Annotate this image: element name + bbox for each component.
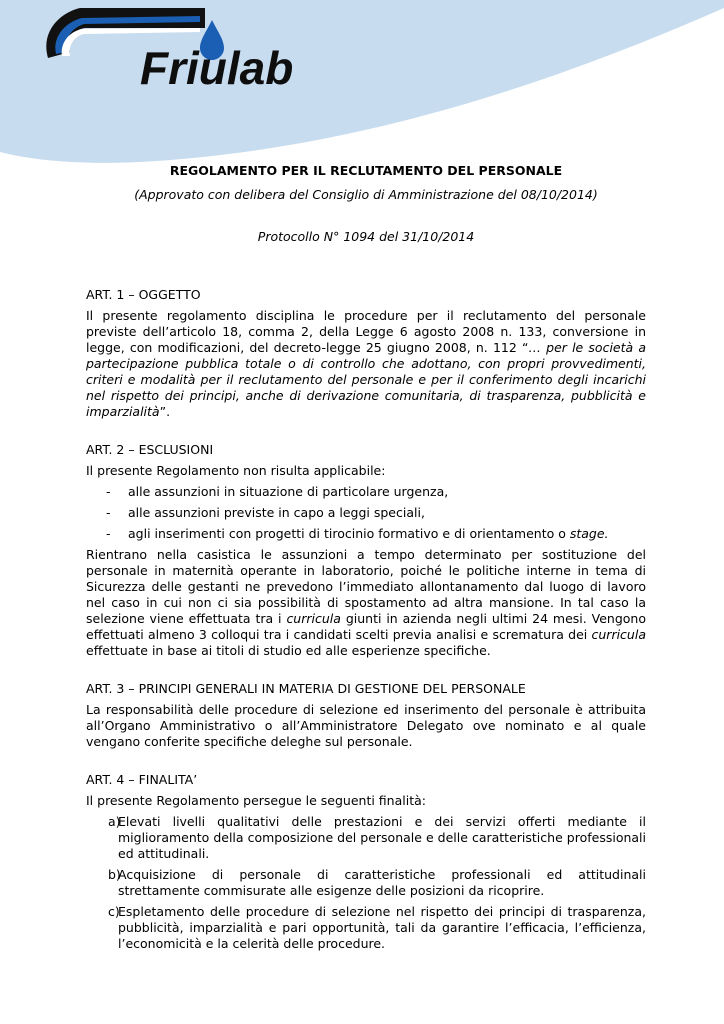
document-subtitle: (Approvato con delibera del Consiglio di Amministrazione del 08/10/2014) bbox=[134, 187, 598, 202]
list-item: - alle assunzioni previste in capo a leggi speciali, bbox=[106, 505, 425, 520]
art2-italic-b: curricula bbox=[591, 627, 646, 642]
art3-heading: ART. 3 – PRINCIPI GENERALI IN MATERIA DI GESTIONE DEL PERSONALE bbox=[86, 681, 526, 696]
list-item-italic: stage. bbox=[569, 526, 609, 541]
art2-text-a: Rientrano nella casistica le assunzioni a tempo determinato per sostituzione del personale in maternità operante in laboratorio, poiché le politiche interne in tema di Sicurezza delle gestanti ne prevedono l’immediato allontanamento dal luogo di lavoro nel caso in cui non ci sia possibilità di spostamento ad altra mansione. In tal caso la selezione viene effettuata tra i bbox=[86, 547, 646, 626]
document-title: REGOLAMENTO PER IL RECLUTAMENTO DEL PERSONALE bbox=[169, 163, 563, 178]
list-item bbox=[86, 904, 646, 952]
list-item-text: alle assunzioni previste in capo a leggi speciali, bbox=[128, 505, 425, 520]
art2-exclusion-list bbox=[86, 484, 646, 542]
art1-body bbox=[86, 308, 646, 420]
art3-body: La responsabilità delle procedure di selezione ed inserimento del personale è attribuita all’Organo Amministrativo o all’Amministratore Delegato ove nominato e al quale vengano conferite specifiche deleghe sul personale. bbox=[86, 702, 646, 749]
list-marker: b) bbox=[108, 867, 121, 882]
art2-intro: Il presente Regolamento non risulta applicabile: bbox=[86, 463, 386, 478]
logo-text: Friulab bbox=[140, 42, 294, 94]
art1-body-quote: … per le società a partecipazione pubblica totale o di controllo che adottano, con propri provvedimenti, criteri e modalità per il reclutamento del personale e per il conferimento degli incarichi nel rispetto dei principi, anche di derivazione comunitaria, di trasparenza, pubblicità e imparzialità bbox=[86, 340, 646, 419]
art4-intro: Il presente Regolamento persegue le seguenti finalità: bbox=[86, 793, 426, 808]
art2-paragraph bbox=[86, 547, 646, 659]
list-item-text: agli inserimenti con progetti di tirocinio formativo e di orientamento o bbox=[128, 526, 570, 541]
art1-body-end: ”. bbox=[159, 404, 171, 419]
art2-heading: ART. 2 – ESCLUSIONI bbox=[86, 442, 214, 457]
art2-text-c: effettuate in base ai titoli di studio ed alle esperienze specifiche. bbox=[86, 643, 491, 658]
art4-goals-list bbox=[86, 814, 646, 952]
list-item-text: alle assunzioni in situazione di particolare urgenza, bbox=[128, 484, 449, 499]
art1-body-text: Il presente regolamento disciplina le procedure per il reclutamento del personale previste dell’articolo 18, comma 2, della Legge 6 agosto 2008 n. 133, conversione in legge, con modificazioni, del decreto-legge 25 giugno 2008, n. 112 “ bbox=[86, 308, 646, 355]
list-item bbox=[86, 814, 646, 862]
art2-text-b: giunti in azienda negli ultimi 24 mesi. Vengono effettuati almeno 3 colloqui tra i candidati scelti previa analisi e scrematura dei bbox=[86, 611, 646, 642]
list-item-text: Espletamento delle procedure di selezione nel rispetto dei principi di trasparenza, pubblicità, imparzialità e pari opportunità, tali da garantire l’efficacia, l’efficienza, l’economicità e la celerità delle procedure. bbox=[118, 904, 646, 951]
document-body bbox=[86, 163, 646, 957]
list-marker: c) bbox=[108, 904, 120, 919]
list-item: - agli inserimenti con progetti di tirocinio formativo e di orientamento o stage. bbox=[106, 526, 609, 541]
art2-italic-a: curricula bbox=[286, 611, 341, 626]
protocol-number: Protocollo N° 1094 del 31/10/2014 bbox=[257, 229, 475, 244]
list-item: - alle assunzioni in situazione di particolare urgenza, bbox=[106, 484, 449, 499]
art4-heading: ART. 4 – FINALITA’ bbox=[86, 772, 198, 787]
header-decoration bbox=[0, 0, 724, 190]
list-marker: a) bbox=[108, 814, 121, 829]
art1-heading: ART. 1 – OGGETTO bbox=[86, 287, 201, 302]
list-item-text: Acquisizione di personale di caratteristiche professionali ed attitudinali strettamente commisurate alle esigenze delle posizioni da ricoprire. bbox=[118, 867, 646, 898]
list-item bbox=[86, 867, 646, 899]
list-item-text: Elevati livelli qualitativi delle prestazioni e dei servizi offerti mediante il miglioramento della composizione del personale e delle caratteristiche professionali ed attitudinali. bbox=[118, 814, 646, 861]
